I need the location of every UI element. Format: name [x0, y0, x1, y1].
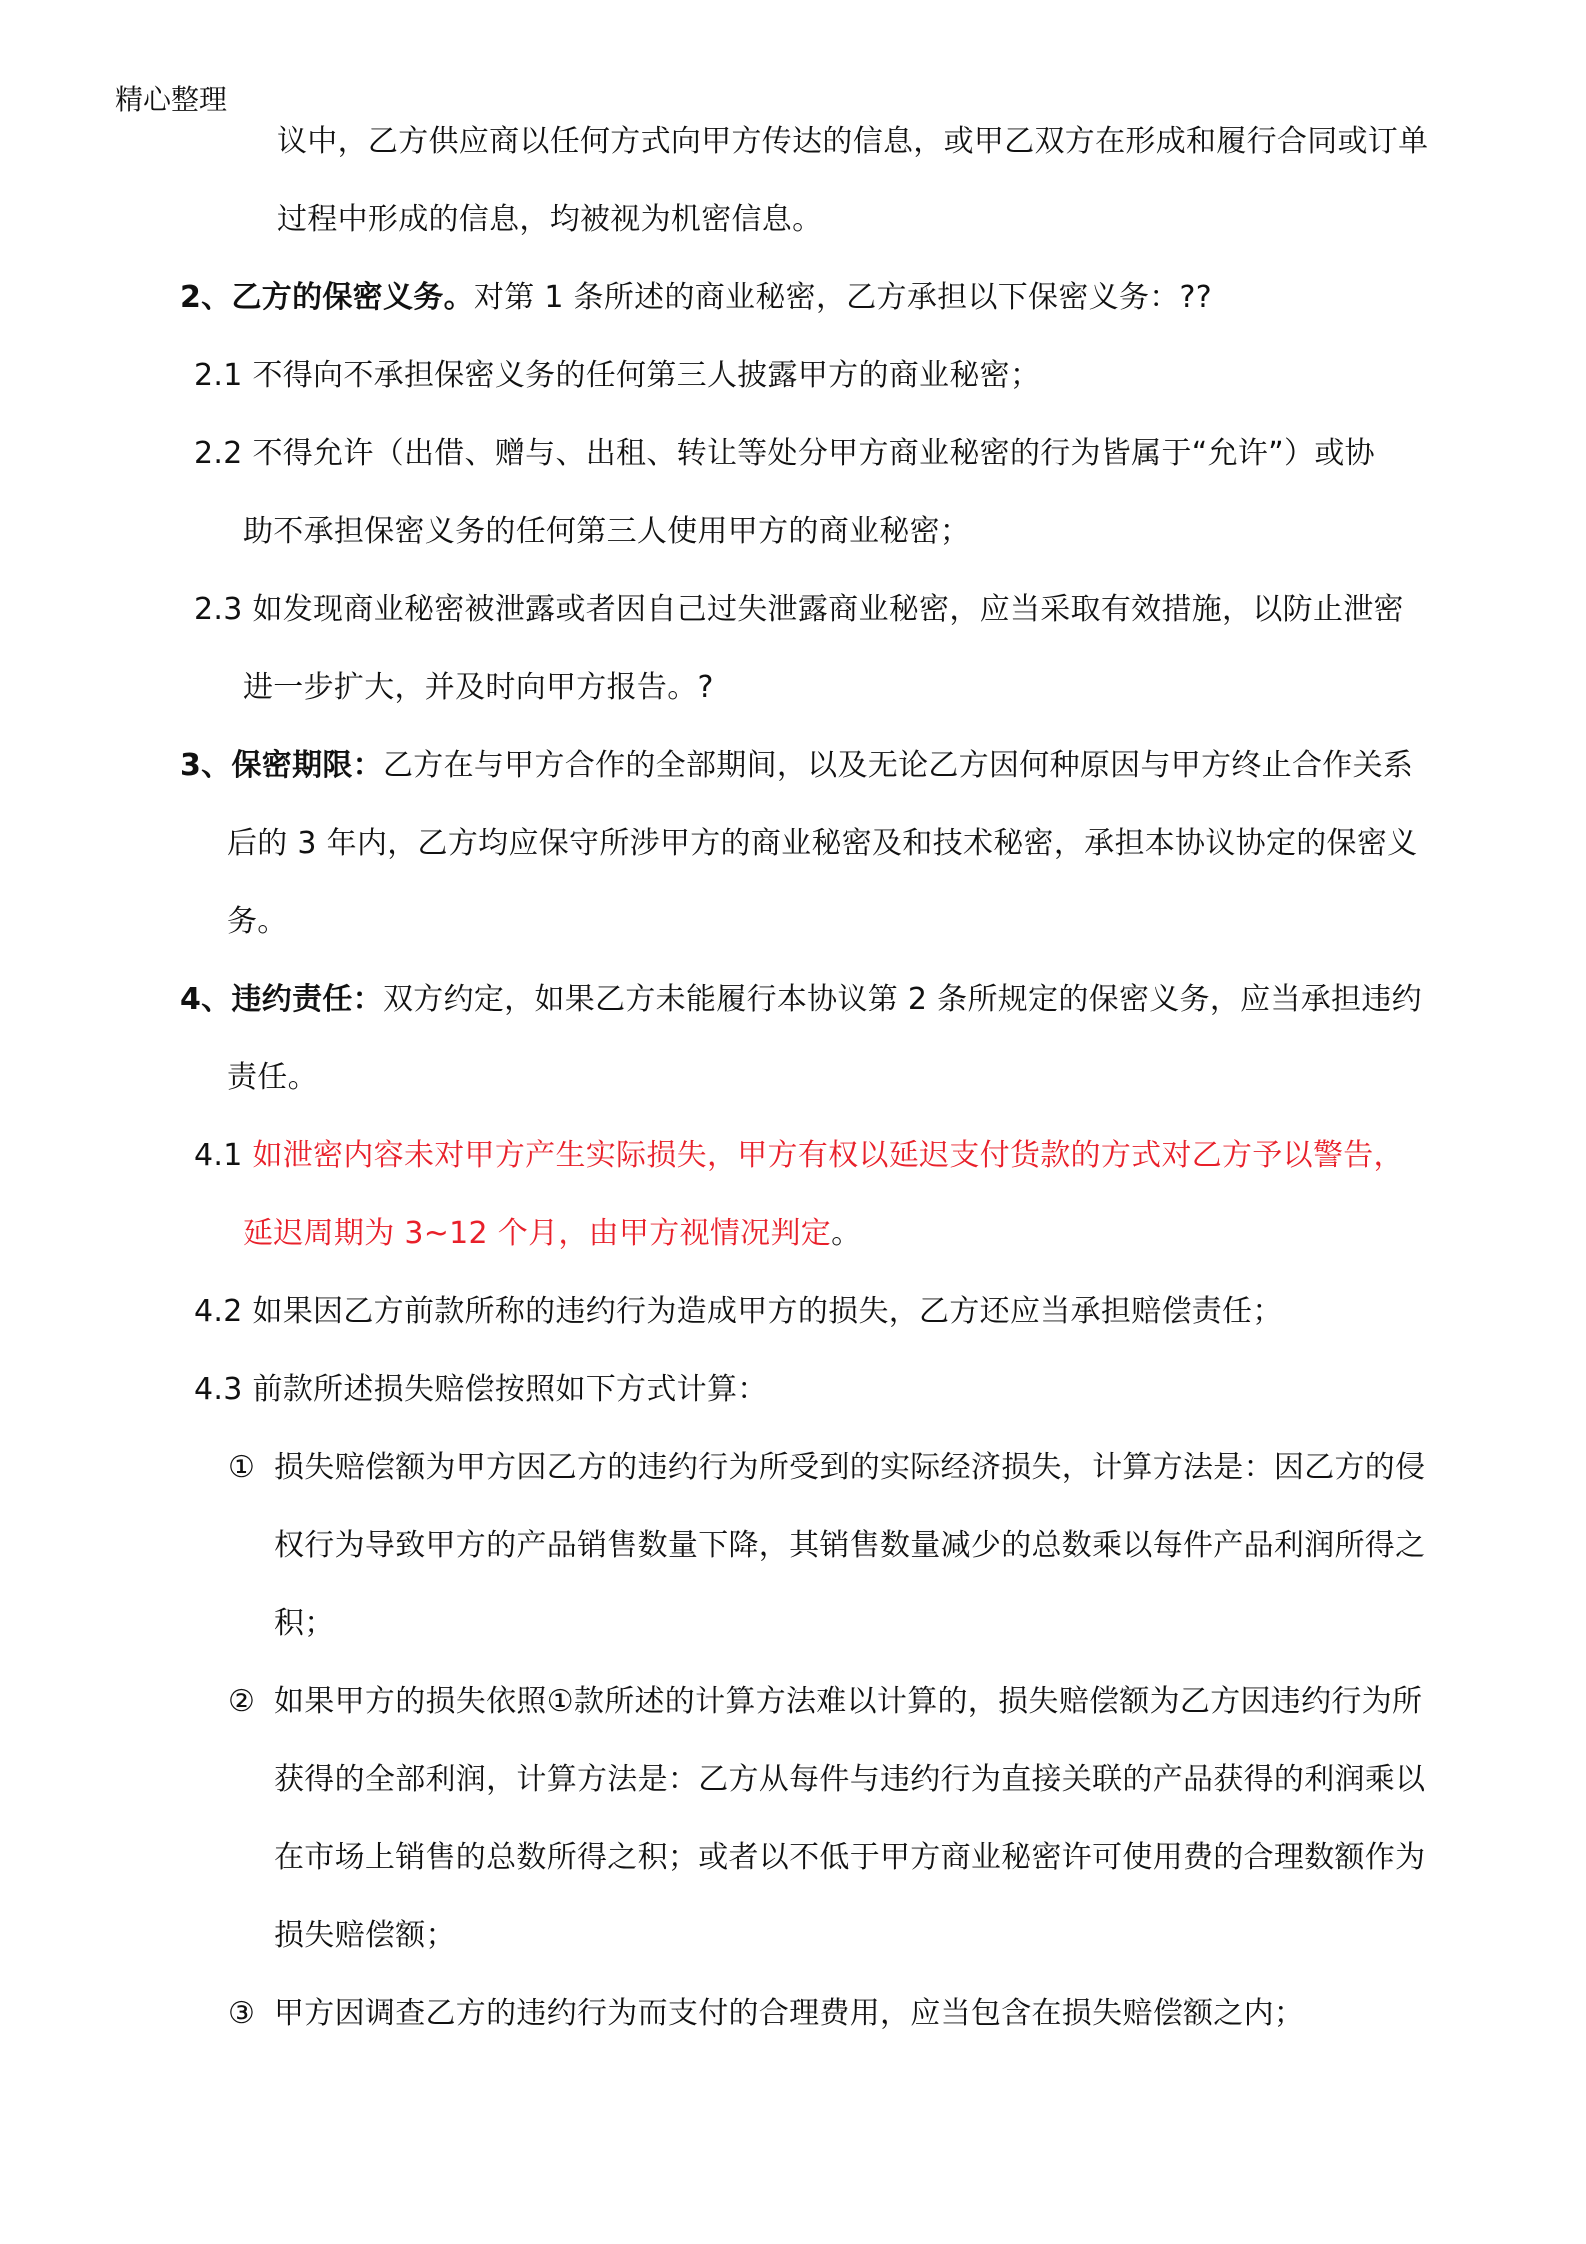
- section-3-heading: [180, 746, 1413, 786]
- section-number: 3、: [180, 748, 232, 783]
- clause-4-1-cont: [243, 1214, 861, 1254]
- highlighted-text: 延迟周期为 3~12 个月，由甲方视情况判定: [243, 1216, 832, 1251]
- circled-number-1: ①: [228, 1450, 255, 1485]
- paragraph-line: 议中，乙方供应商以任何方式向甲方传达的信息，或甲乙双方在形成和履行合同或订单: [277, 124, 1429, 159]
- circled-number-2: ②: [228, 1684, 255, 1719]
- calc-item-2-cont: 获得的全部利润，计算方法是：乙方从每件与违约行为直接关联的产品获得的利润乘以: [274, 1762, 1426, 1797]
- calc-item-1-cont: 积；: [274, 1606, 335, 1641]
- section-4-cont: 责任。: [227, 1060, 318, 1095]
- section-text: 对第 1 条所述的商业秘密，乙方承担以下保密义务：??: [473, 280, 1212, 315]
- highlighted-text: 如泄密内容未对甲方产生实际损失，甲方有权以延迟支付货款的方式对乙方予以警告，: [252, 1138, 1404, 1173]
- calc-item-1-cont: 权行为导致甲方的产品销售数量下降，其销售数量减少的总数乘以每件产品利润所得之: [274, 1528, 1426, 1563]
- calc-item-3: 甲方因调查乙方的违约行为而支付的合理费用，应当包含在损失赔偿额之内；: [274, 1996, 1305, 2031]
- calc-item-2: 如果甲方的损失依照①款所述的计算方法难以计算的，损失赔偿额为乙方因违约行为所: [274, 1684, 1423, 1719]
- section-text: 双方约定，如果乙方未能履行本协议第 2 条所规定的保密义务，应当承担违约: [382, 982, 1422, 1017]
- clause-2-1: 2.1 不得向不承担保密义务的任何第三人披露甲方的商业秘密；: [194, 358, 1041, 393]
- page-header: 精心整理: [115, 83, 228, 116]
- section-title: 乙方的保密义务。: [231, 280, 474, 315]
- section-3-cont: 后的 3 年内，乙方均应保守所涉甲方的商业秘密及和技术秘密，承担本协议协定的保密义: [227, 826, 1418, 861]
- clause-2-3: 2.3 如发现商业秘密被泄露或者因自己过失泄露商业秘密，应当采取有效措施，以防止泄密: [194, 592, 1404, 627]
- circled-number-3: ③: [228, 1996, 255, 2031]
- clause-2-3-cont: 进一步扩大，并及时向甲方报告。?: [243, 670, 714, 705]
- section-4-heading: [180, 980, 1422, 1020]
- section-2-heading: [180, 278, 1212, 318]
- calc-item-2-cont: 损失赔偿额；: [274, 1918, 456, 1953]
- clause-number: 4.1: [194, 1138, 253, 1173]
- section-number: 2、: [180, 280, 232, 315]
- sentence-end: 。: [831, 1216, 862, 1251]
- calc-item-2-cont: 在市场上销售的总数所得之积；或者以不低于甲方商业秘密许可使用费的合理数额作为: [274, 1840, 1426, 1875]
- paragraph-line: 过程中形成的信息，均被视为机密信息。: [277, 202, 823, 237]
- clause-4-3: 4.3 前款所述损失赔偿按照如下方式计算：: [194, 1372, 768, 1407]
- clause-4-2: 4.2 如果因乙方前款所称的违约行为造成甲方的损失，乙方还应当承担赔偿责任；: [194, 1294, 1283, 1329]
- section-text: 乙方在与甲方合作的全部期间，以及无论乙方因何种原因与甲方终止合作关系: [382, 748, 1414, 783]
- clause-4-1: [194, 1136, 1404, 1176]
- section-title: 保密期限：: [231, 748, 383, 783]
- section-title: 违约责任：: [231, 982, 383, 1017]
- section-number: 4、: [180, 982, 232, 1017]
- section-3-cont: 务。: [227, 904, 288, 939]
- calc-item-1: 损失赔偿额为甲方因乙方的违约行为所受到的实际经济损失，计算方法是：因乙方的侵: [274, 1450, 1426, 1485]
- clause-2-2: 2.2 不得允许（出借、赠与、出租、转让等处分甲方商业秘密的行为皆属于“允许”）或协: [194, 436, 1375, 471]
- clause-2-2-cont: 助不承担保密义务的任何第三人使用甲方的商业秘密；: [243, 514, 971, 549]
